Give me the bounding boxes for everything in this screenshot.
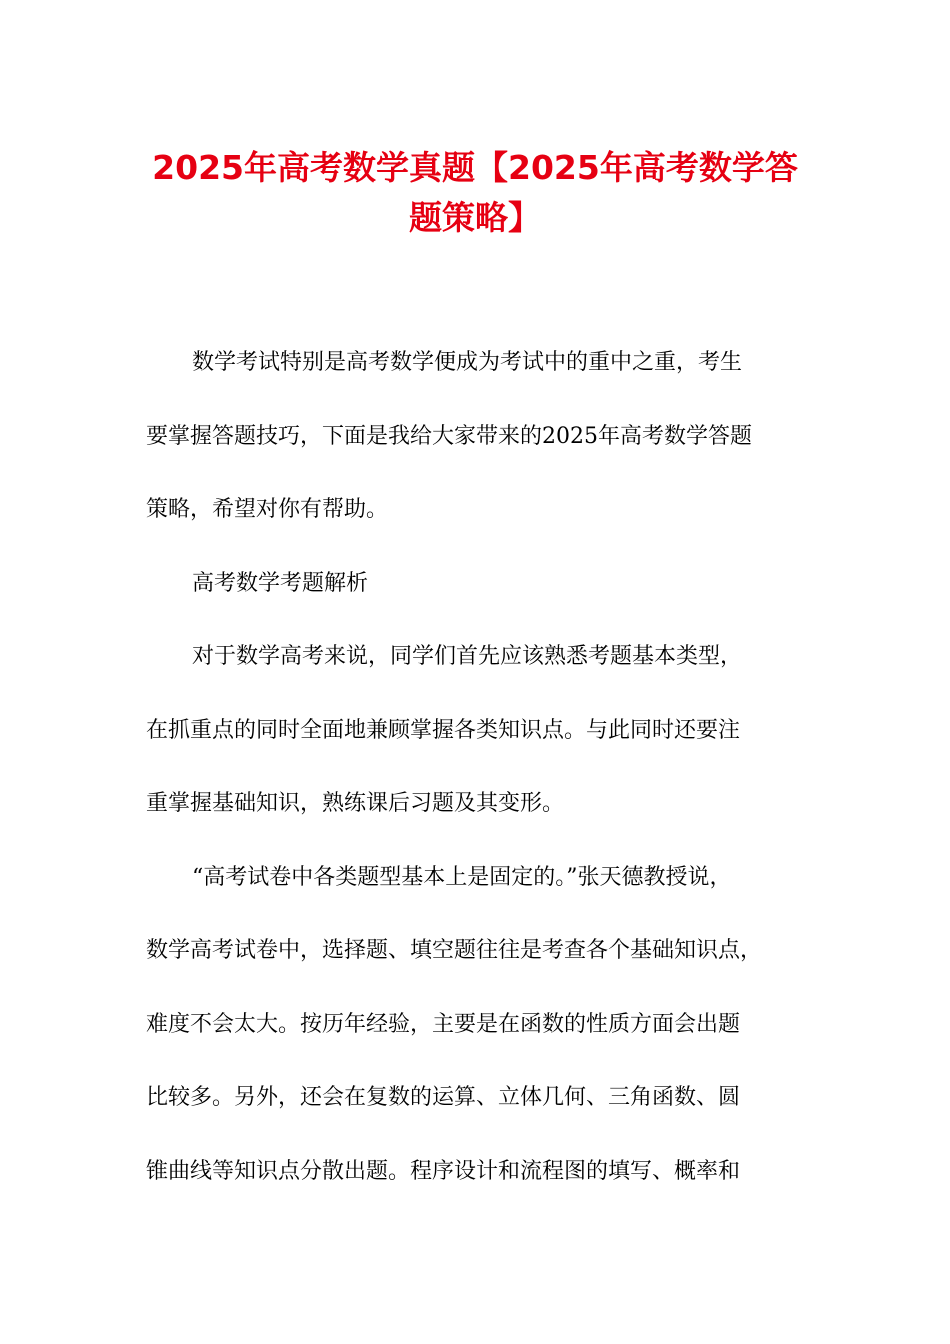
text-line: 比较多。另外，还会在复数的运算、立体几何、三角函数、圆 bbox=[146, 1085, 741, 1110]
text-line: 策略，希望对你有帮助。 bbox=[146, 497, 389, 522]
text-line: 锥曲线等知识点分散出题。程序设计和流程图的填写、概率和 bbox=[146, 1158, 741, 1184]
document-title-line-2: 题策略】 bbox=[409, 198, 541, 237]
text-line: “高考试卷中各类题型基本上是固定的。”张天德教授说， bbox=[192, 864, 732, 890]
text-line: 要掌握答题技巧，下面是我给大家带来的2025年高考数学答题 bbox=[146, 423, 752, 449]
text-line: 数学高考试卷中，选择题、填空题往往是考查各个基础知识点， bbox=[146, 938, 763, 963]
text-line: 数学考试特别是高考数学便成为考试中的重中之重，考生 bbox=[192, 350, 743, 375]
text-line: 对于数学高考来说，同学们首先应该熟悉考题基本类型， bbox=[192, 644, 743, 669]
paragraph-analysis bbox=[146, 620, 806, 841]
document-body bbox=[146, 326, 806, 1208]
paragraph-quote bbox=[146, 841, 806, 1209]
section-heading bbox=[146, 547, 806, 621]
paragraph-intro bbox=[146, 326, 806, 547]
text-line: 高考数学考题解析 bbox=[192, 570, 369, 596]
document-title-line-1: 2025年高考数学真题【2025年高考数学答 bbox=[152, 148, 798, 187]
document-title bbox=[130, 143, 820, 243]
text-line: 难度不会太大。按历年经验，主要是在函数的性质方面会出题 bbox=[146, 1011, 741, 1037]
text-line: 在抓重点的同时全面地兼顾掌握各类知识点。与此同时还要注 bbox=[146, 717, 741, 743]
text-line: 重掌握基础知识，熟练课后习题及其变形。 bbox=[146, 791, 565, 816]
